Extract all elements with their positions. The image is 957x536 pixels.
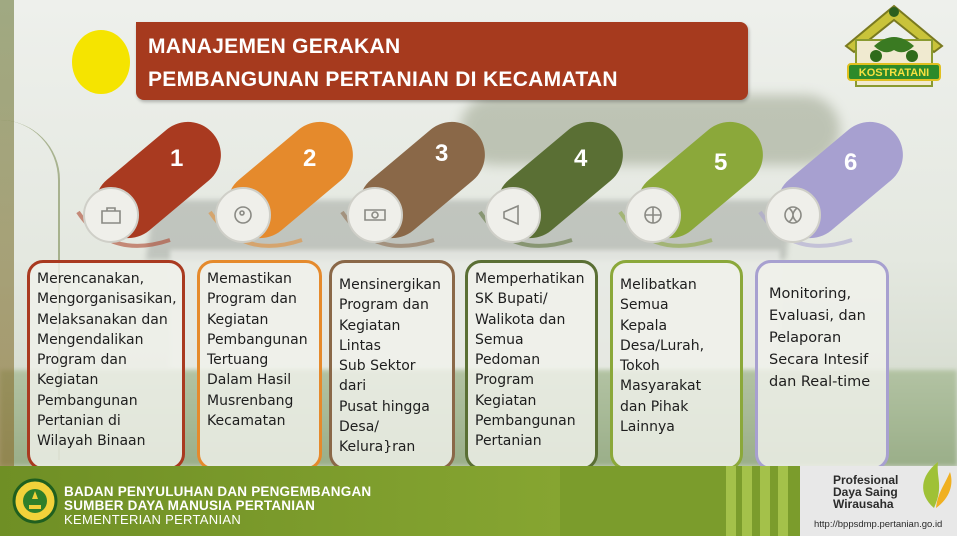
step-3-description: Mensinergikan Program dan Kegiatan Lintas Sub Sektor dari Pusat hingga Desa/ Kelura}ran [339, 277, 441, 456]
step-6-pill [752, 112, 922, 262]
step-3-number: 3 [435, 140, 449, 167]
step-5-number: 5 [714, 149, 728, 176]
step-2-description: Memastikan Program dan Kegiatan Pembangunan Tertuang Dalam Hasil Musrenbang Kecamatan [207, 271, 308, 430]
step-1-description: Merencanakan, Mengorganisasikan, Melaksanakan dan Mengendalikan Program dan Kegiatan Pembangunan Pertanian di Wilayah Binaan [37, 271, 177, 450]
tagline-2: Daya Saing [833, 485, 898, 499]
step-4-description: Memperhatikan SK Bupati/ Walikota dan Semua Pedoman Program Kegiatan Pembangunan Pertanian [475, 271, 585, 450]
step-2-card [197, 260, 322, 470]
step-2-number: 2 [303, 145, 317, 172]
step-4-number: 4 [574, 145, 588, 172]
step-5-description: Melibatkan Semua Kepala Desa/Lurah, Tokoh Masyarakat dan Pihak Lainnya [620, 277, 705, 436]
step-6-description: Monitoring, Evaluasi, dan Pelaporan Secara Intesif dan Real-time [769, 286, 871, 390]
step-5-card [610, 260, 743, 470]
footer-stripes [726, 466, 806, 536]
kementan-logo [12, 477, 58, 525]
step-1-number: 1 [170, 145, 184, 172]
footer-agency-line-2: SUMBER DAYA MANUSIA PERTANIAN [64, 498, 316, 513]
step-6-card [755, 260, 889, 470]
footer-agency-line-1: BADAN PENYULUHAN DAN PENGEMBANGAN [64, 484, 372, 499]
tagline-3: Wirausaha [833, 497, 894, 511]
logo-text: KOSTRATANI [858, 67, 930, 79]
gear-globe-icon [645, 207, 661, 223]
yellow-circle-decoration [72, 30, 130, 94]
tagline [833, 474, 898, 510]
kostratani-logo [838, 0, 950, 96]
step-4-card [465, 260, 598, 470]
website-link[interactable]: http://bppsdmp.pertanian.go.id [814, 519, 943, 530]
title-banner [136, 22, 748, 100]
tagline-1: Profesional [833, 473, 899, 487]
footer-ministry: KEMENTERIAN PERTANIAN [64, 512, 242, 527]
step-6-number: 6 [844, 149, 858, 176]
step-1-card [27, 260, 185, 470]
step-3-card [329, 260, 455, 470]
title-line-2: PEMBANGUNAN PERTANIAN DI KECAMATAN [148, 68, 618, 91]
title-line-1: MANAJEMEN GERAKAN [148, 35, 401, 58]
leaf-icon [914, 458, 956, 510]
